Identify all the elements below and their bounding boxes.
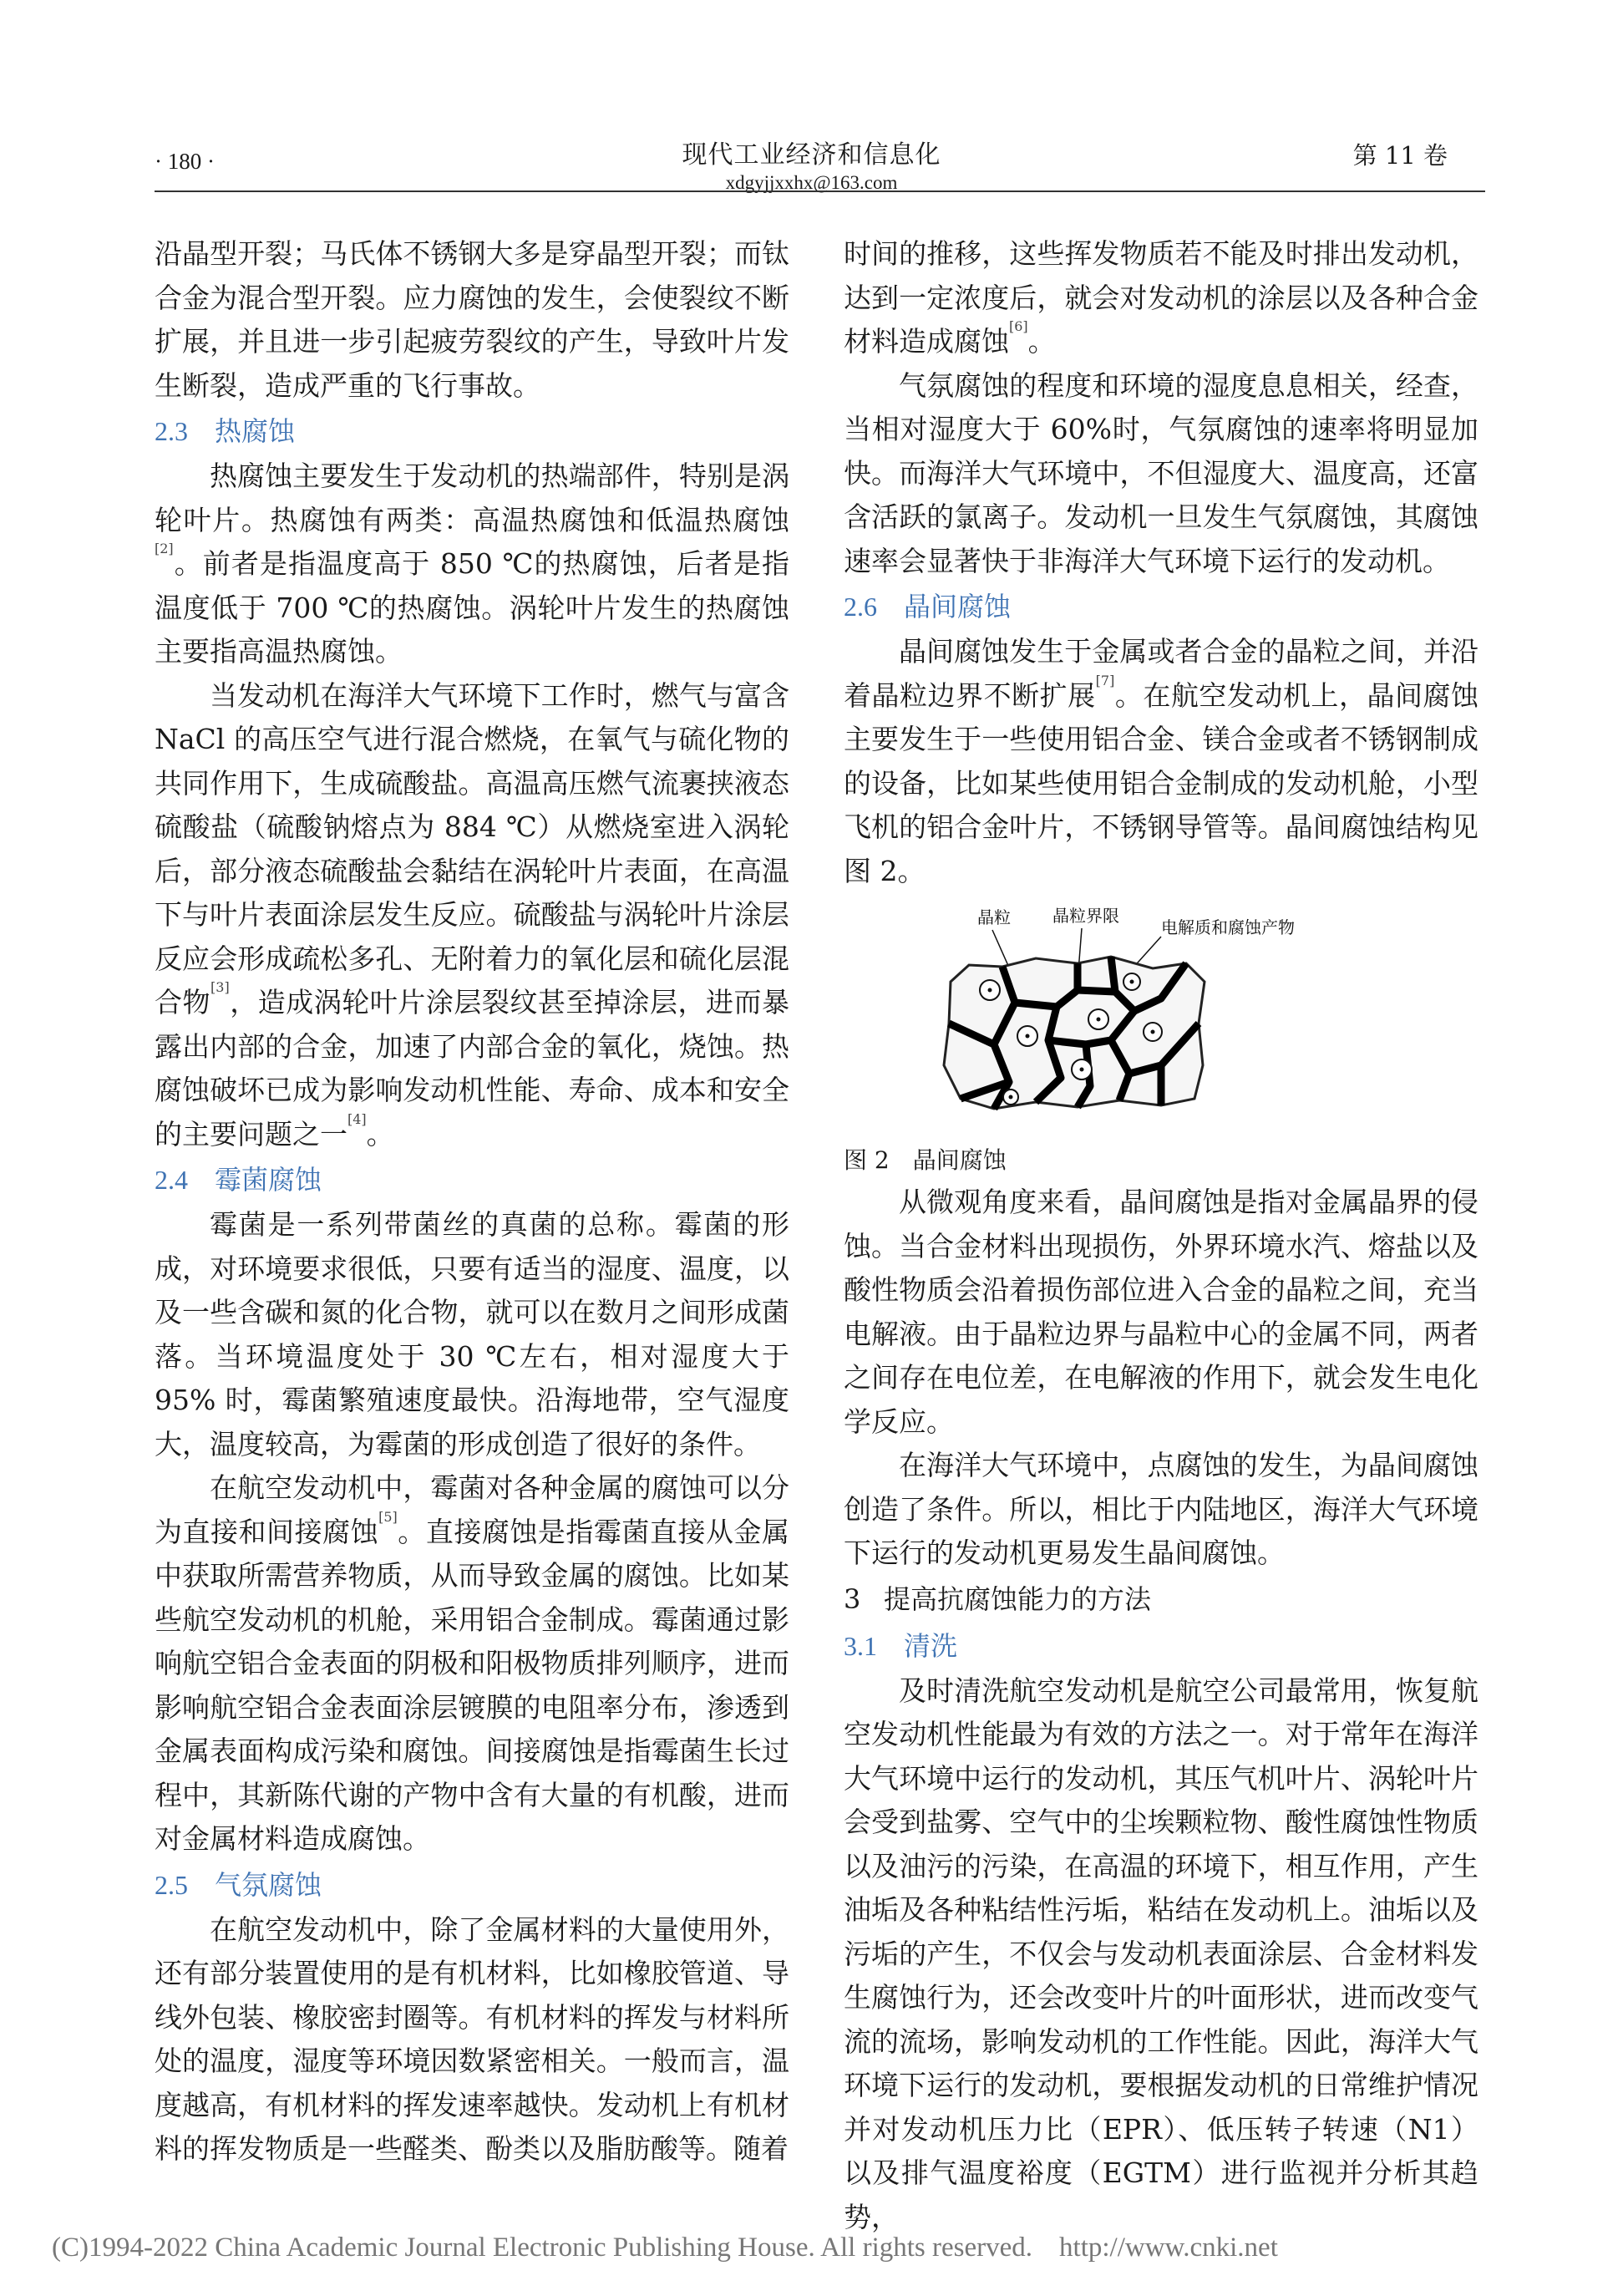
paragraph: 在航空发动机中，除了金属材料的大量使用外，还有部分装置使用的是有机材料，比如橡胶管道、导线外包装、橡胶密封圈等。有机材料的挥发与材料所处的温度，湿度等环境因数紧密相关。一般而言，温度越高，有机材料的挥发速率越快。发动机上有机材料的挥发物质是一些醛类、酚类以及脂肪酸等。随着 [155, 1912, 789, 2165]
section-heading-3-1: 3.1 清洗 [844, 1629, 958, 1662]
figure-caption: 图 2 晶间腐蚀 [844, 1146, 1007, 1174]
copyright-text: (C)1994-2022 China Academic Journal Electronic Publishing House. All rights reserved. [52, 2233, 1033, 2263]
paragraph: 热腐蚀主要发生于发动机的热端部件，特别是涡轮叶片。热腐蚀有两类：高温热腐蚀和低温热腐蚀[2]。前者是指温度高于 850 ℃的热腐蚀，后者是指温度低于 700 ℃的热腐蚀。涡轮叶片发生的热腐蚀主要指高温热腐蚀。 [155, 460, 789, 668]
grain-structure-diagram [910, 898, 1345, 1140]
paragraph: 时间的推移，这些挥发物质若不能及时排出发动机，达到一定浓度后，就会对发动机的涂层以及各种合金材料造成腐蚀[6]。 [844, 237, 1478, 358]
paragraph: 沿晶型开裂；马氏体不锈钢大多是穿晶型开裂；而钛合金为混合型开裂。应力腐蚀的发生，会使裂纹不断扩展，并且进一步引起疲劳裂纹的产生，导致叶片发生断裂，造成严重的飞行事故。 [155, 237, 789, 402]
section-heading-2-3: 2.3 热腐蚀 [155, 415, 296, 447]
page-number: · 180 · [155, 149, 215, 174]
section-heading-3: 3 提高抗腐蚀能力的方法 [844, 1582, 1152, 1615]
journal-title: 现代工业经济和信息化 [682, 140, 941, 170]
section-heading-2-6: 2.6 晶间腐蚀 [844, 591, 1012, 622]
section-heading-2-5: 2.5 气氛腐蚀 [155, 1868, 322, 1901]
citation-ref[interactable]: [4] [347, 1110, 367, 1127]
paragraph: 气氛腐蚀的程度和环境的湿度息息相关，经查，当相对湿度大于 60%时，气氛腐蚀的速率将明显加快。而海洋大气环境中，不但湿度大、温度高，还富含活跃的氯离子。发动机一旦发生气氛腐蚀，其腐蚀速率会显著快于非海洋大气环境下运行的发动机。 [844, 368, 1478, 577]
paragraph: 在航空发动机中，霉菌对各种金属的腐蚀可以分为直接和间接腐蚀[5]。直接腐蚀是指霉菌直接从金属中获取所需营养物质，从而导致金属的腐蚀。比如某些航空发动机的机舱，采用铝合金制成。霉菌通过影响航空铝合金表面的阴极和阳极物质排列顺序，进而影响航空铝合金表面涂层镀膜的电阻率分布，渗透到金属表面构成污染和腐蚀。间接腐蚀是指霉菌生长过程中，其新陈代谢的产物中含有大量的有机酸，进而对金属材料造成腐蚀。 [155, 1471, 790, 1855]
citation-ref[interactable]: [3] [210, 979, 230, 995]
header-divider [155, 190, 1485, 192]
paragraph: 及时清洗航空发动机是航空公司最常用，恢复航空发动机性能最为有效的方法之一。对于常年在海洋大气环境中运行的发动机，其压气机叶片、涡轮叶片会受到盐雾、空气中的尘埃颗粒物、酸性腐蚀性物质以及油污的污染，在高温的环境下，相互作用，产生油垢及各种粘结性污垢，粘结在发动机上。油垢以及污垢的产生，不仅会与发动机表面涂层、合金材料发生腐蚀行为，还会改变叶片的叶面形状，进而改变气流的流场，影响发动机的工作性能。因此，海洋大气环境下运行的发动机，要根据发动机的日常维护情况并对发动机压力比（EPR）、低压转子转速（N1）以及排气温度裕度（EGTM）进行监视并分析其趋势， [844, 1674, 1478, 2233]
paragraph: 晶间腐蚀发生于金属或者合金的晶粒之间，并沿着晶粒边界不断扩展[7]。在航空发动机上，晶间腐蚀主要发生于一些使用铝合金、镁合金或者不锈钢制成的设备，比如某些使用铝合金制成的发动机舱，小型飞机的铝合金叶片，不锈钢导管等。晶间腐蚀结构见图 2。 [844, 635, 1479, 887]
label-grain-boundary: 晶粒界限 [1052, 906, 1119, 926]
paragraph: 从微观角度来看，晶间腐蚀是指对金属晶界的侵蚀。当合金材料出现损伤，外界环境水汽、熔盐以及酸性物质会沿着损伤部位进入合金的晶粒之间，充当电解液。由于晶粒边界与晶粒中心的金属不同，两者之间存在电位差，在电解液的作用下，就会发生电化学反应。 [844, 1186, 1478, 1438]
figure-intergranular-corrosion [844, 898, 1478, 1140]
journal-email[interactable]: xdgyjjxxhx@163.com [725, 172, 898, 193]
right-column [844, 232, 1478, 2239]
citation-ref[interactable]: [2] [155, 541, 174, 556]
label-electrolyte: 电解质和腐蚀产物 [1161, 917, 1295, 937]
volume-label: 第 11 卷 [1352, 141, 1448, 170]
citation-ref[interactable]: [6] [1009, 318, 1028, 334]
paragraph: 在海洋大气环境中，点腐蚀的发生，为晶间腐蚀创造了条件。所以，相比于内陆地区，海洋大气环境下运行的发动机更易发生晶间腐蚀。 [844, 1449, 1478, 1569]
paragraph: 霉菌是一系列带菌丝的真菌的总称。霉菌的形成，对环境要求很低，只要有适当的湿度、温度，以及一些含碳和氮的化合物，就可以在数月之间形成菌落。当环境温度处于 30 ℃左右，相对湿度大于 95% 时，霉菌繁殖速度最快。沿海地带，空气湿度大，温度较高，为霉菌的形成创造了很好的条件。 [155, 1208, 789, 1460]
paragraph: 当发动机在海洋大气环境下工作时，燃气与富含 NaCl 的高压空气进行混合燃烧，在氧气与硫化物的共同作用下，生成硫酸盐。高温高压燃气流裹挟液态硫酸盐（硫酸钠熔点为 884 ℃）从燃烧室进入涡轮后，部分液态硫酸盐会黏结在涡轮叶片表面，在高温下与叶片表面涂层发生反应。硫酸盐与涡轮叶片涂层反应会形成疏松多孔、无附着力的氧化层和硫化层混合物[3]，造成涡轮叶片涂层裂纹甚至掉涂层，进而暴露出内部的合金，加速了内部合金的氧化，烧蚀。热腐蚀破坏已成为影响发动机性能、寿命、成本和安全的主要问题之一[4]。 [155, 678, 790, 1151]
cnki-link[interactable]: http://www.cnki.net [1059, 2233, 1278, 2263]
left-column [155, 232, 789, 2172]
copyright-footer [52, 2233, 1305, 2263]
section-heading-2-4: 2.4 霉菌腐蚀 [155, 1164, 322, 1196]
label-grain: 晶粒 [977, 907, 1011, 927]
citation-ref[interactable]: [5] [378, 1508, 398, 1525]
citation-ref[interactable]: [7] [1095, 672, 1115, 688]
